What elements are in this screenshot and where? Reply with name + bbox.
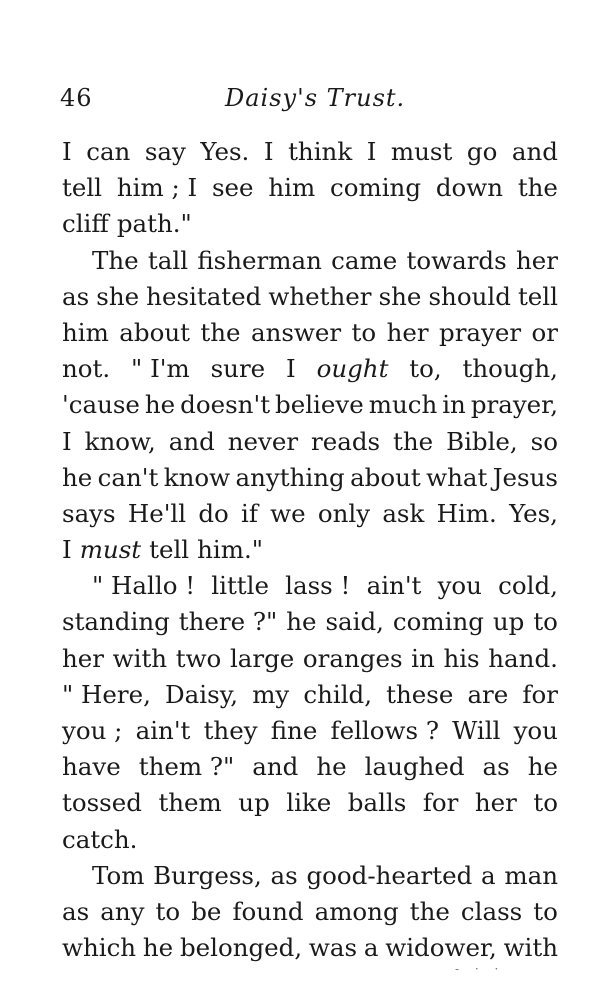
print-specks: - · · bbox=[455, 962, 505, 976]
word: him ; I bbox=[116, 173, 198, 203]
text-line bbox=[62, 894, 558, 930]
word: widower, bbox=[385, 933, 497, 963]
word: " Here, bbox=[62, 679, 151, 709]
word: Him. bbox=[436, 498, 497, 528]
word: came bbox=[331, 245, 398, 275]
word: see bbox=[211, 173, 254, 203]
word: about bbox=[119, 317, 190, 347]
word: laughed bbox=[364, 752, 465, 782]
word: coming bbox=[330, 173, 422, 203]
word: among bbox=[314, 896, 399, 926]
word: I bbox=[62, 137, 72, 166]
word: as bbox=[62, 896, 90, 926]
word: tossed bbox=[62, 788, 142, 818]
text-line bbox=[62, 170, 558, 206]
word: be bbox=[191, 896, 222, 926]
word: you bbox=[437, 571, 482, 601]
running-title: Daisy's Trust. bbox=[225, 84, 406, 112]
word: and bbox=[252, 752, 299, 782]
word: sure bbox=[210, 354, 266, 384]
word: prayer, bbox=[470, 390, 558, 420]
word: Jesus bbox=[492, 462, 558, 492]
word: to bbox=[351, 317, 377, 347]
word: says bbox=[62, 498, 116, 528]
word: they bbox=[203, 716, 258, 745]
word: up bbox=[492, 607, 525, 637]
page-header bbox=[60, 84, 560, 120]
word: you ; bbox=[62, 716, 123, 745]
word: two bbox=[175, 643, 222, 673]
word: him bbox=[268, 173, 316, 203]
word: much bbox=[368, 390, 438, 420]
word: little bbox=[211, 571, 269, 601]
word: she bbox=[378, 281, 422, 311]
word: Will bbox=[452, 716, 501, 745]
word: not. bbox=[62, 354, 111, 384]
page-number: 46 bbox=[60, 84, 93, 112]
word: so bbox=[530, 426, 558, 456]
word: my bbox=[252, 679, 290, 709]
word: and bbox=[511, 137, 558, 166]
text-line bbox=[62, 496, 558, 532]
word: The bbox=[92, 245, 139, 275]
word: if bbox=[241, 498, 258, 528]
italic-word: ought bbox=[316, 354, 389, 384]
word: his bbox=[443, 643, 480, 673]
word: large bbox=[229, 643, 295, 673]
word: was bbox=[308, 933, 358, 963]
word: her bbox=[474, 788, 517, 818]
word: what bbox=[426, 462, 488, 492]
word: Yes. bbox=[200, 137, 250, 166]
word: tell bbox=[517, 281, 558, 311]
text-line bbox=[62, 243, 558, 279]
word: towards bbox=[406, 245, 507, 275]
word: cliff bbox=[62, 209, 109, 239]
word: said, bbox=[325, 607, 384, 637]
word: to bbox=[533, 788, 558, 818]
word: coming bbox=[392, 607, 484, 637]
word: about bbox=[350, 462, 421, 492]
word: tell bbox=[62, 173, 103, 203]
word: her bbox=[62, 643, 104, 673]
word: I bbox=[286, 354, 296, 384]
word: them ?" bbox=[138, 752, 235, 782]
word: I bbox=[62, 426, 72, 456]
word: a bbox=[363, 933, 379, 963]
text-line bbox=[62, 930, 558, 966]
word: man bbox=[504, 860, 558, 890]
word: 'cause bbox=[62, 390, 140, 420]
word: only bbox=[317, 498, 371, 528]
word: I bbox=[263, 137, 274, 166]
word: standing bbox=[62, 607, 170, 637]
text-line bbox=[62, 460, 558, 496]
word: can bbox=[86, 137, 131, 166]
word: fisherman bbox=[197, 245, 322, 275]
word: must bbox=[390, 137, 453, 166]
word: belonged, bbox=[179, 933, 303, 963]
word: child, bbox=[303, 679, 373, 709]
word: he bbox=[316, 752, 347, 782]
word: like bbox=[286, 788, 332, 818]
word: any bbox=[100, 896, 145, 926]
word: for bbox=[422, 788, 459, 818]
word: a bbox=[481, 860, 496, 890]
word: catch. bbox=[62, 824, 138, 854]
word: up bbox=[238, 788, 270, 818]
word: she bbox=[96, 281, 140, 311]
word: tall bbox=[147, 245, 189, 275]
word: down bbox=[435, 173, 504, 203]
text-line bbox=[62, 677, 558, 713]
word: these bbox=[386, 679, 454, 709]
word: and bbox=[168, 426, 215, 456]
text-line bbox=[62, 351, 558, 387]
word: for bbox=[522, 679, 558, 709]
word: ask bbox=[382, 498, 425, 528]
word: him bbox=[62, 317, 109, 347]
word: to bbox=[533, 896, 558, 926]
word: there ?" bbox=[178, 607, 278, 637]
word: or bbox=[531, 317, 558, 347]
word: her bbox=[515, 245, 558, 275]
text-line bbox=[62, 604, 558, 640]
word: hand. bbox=[488, 643, 558, 673]
word: balls bbox=[347, 788, 407, 818]
text-line bbox=[62, 641, 558, 677]
word: fine bbox=[270, 716, 318, 745]
word: with bbox=[503, 933, 558, 963]
word: he bbox=[144, 390, 176, 420]
text-line bbox=[62, 532, 558, 568]
word: go bbox=[466, 137, 498, 166]
word: I bbox=[62, 535, 72, 565]
word: him." bbox=[197, 535, 264, 565]
word: the bbox=[393, 426, 434, 456]
word: fellows ? bbox=[330, 716, 439, 745]
word: are bbox=[467, 679, 509, 709]
word: do bbox=[198, 498, 229, 528]
word: reads bbox=[311, 426, 381, 456]
body-text bbox=[62, 134, 558, 966]
word: Daisy, bbox=[165, 679, 239, 709]
word: can't bbox=[97, 462, 159, 492]
word: " I'm bbox=[131, 354, 190, 384]
word: Burgess, bbox=[153, 860, 262, 890]
word: tell bbox=[149, 535, 190, 565]
text-line bbox=[62, 424, 558, 460]
word: to, bbox=[409, 354, 442, 384]
word: prayer bbox=[439, 317, 522, 347]
word: have bbox=[62, 752, 121, 782]
word: hesitated bbox=[146, 281, 262, 311]
word: class bbox=[460, 896, 523, 926]
word: we bbox=[270, 498, 306, 528]
word: to bbox=[533, 607, 558, 637]
word: oranges bbox=[302, 643, 403, 673]
word: though, bbox=[462, 354, 558, 384]
word: know, bbox=[84, 426, 156, 456]
word: in bbox=[411, 643, 435, 673]
word: anything bbox=[235, 462, 345, 492]
word: he bbox=[142, 933, 174, 963]
word: ain't bbox=[366, 571, 422, 601]
word: cold, bbox=[498, 571, 558, 601]
text-line bbox=[62, 785, 558, 821]
word: He'll bbox=[127, 498, 187, 528]
italic-word: must bbox=[79, 535, 142, 565]
word: you bbox=[513, 716, 558, 745]
word: I bbox=[366, 137, 377, 166]
word: think bbox=[288, 137, 353, 166]
word: lass ! bbox=[285, 571, 351, 601]
word: the bbox=[200, 317, 241, 347]
word: say bbox=[144, 137, 186, 166]
word: as bbox=[270, 860, 298, 890]
text-line bbox=[62, 279, 558, 315]
word: as bbox=[62, 281, 90, 311]
text-line bbox=[62, 315, 558, 351]
word: which bbox=[62, 933, 137, 963]
word: should bbox=[428, 281, 511, 311]
word: in bbox=[442, 390, 466, 420]
word: he bbox=[62, 462, 93, 492]
word: he bbox=[527, 752, 558, 782]
word: with bbox=[112, 643, 168, 673]
word: them bbox=[158, 788, 222, 818]
word: good-hearted bbox=[306, 860, 473, 890]
word: to bbox=[155, 896, 181, 926]
word: know bbox=[163, 462, 231, 492]
text-line bbox=[62, 858, 558, 894]
word: Yes, bbox=[509, 498, 558, 528]
word: ain't bbox=[135, 716, 191, 745]
word: answer bbox=[250, 317, 342, 347]
text-line bbox=[62, 713, 558, 749]
word: believe bbox=[275, 390, 364, 420]
word: the bbox=[409, 896, 450, 926]
word: whether bbox=[268, 281, 372, 311]
text-line bbox=[62, 387, 558, 423]
text-line bbox=[62, 134, 558, 170]
text-line bbox=[62, 822, 558, 858]
word: " Hallo ! bbox=[92, 571, 196, 601]
text-line bbox=[62, 749, 558, 785]
word: Bible, bbox=[446, 426, 518, 456]
word: as bbox=[482, 752, 510, 782]
word: path." bbox=[116, 209, 192, 239]
word: the bbox=[517, 173, 558, 203]
text-line bbox=[62, 206, 558, 242]
word: he bbox=[286, 607, 317, 637]
word: Tom bbox=[92, 860, 145, 890]
word: doesn't bbox=[180, 390, 271, 420]
word: her bbox=[386, 317, 429, 347]
word: found bbox=[232, 896, 304, 926]
word: never bbox=[227, 426, 299, 456]
text-line bbox=[62, 568, 558, 604]
